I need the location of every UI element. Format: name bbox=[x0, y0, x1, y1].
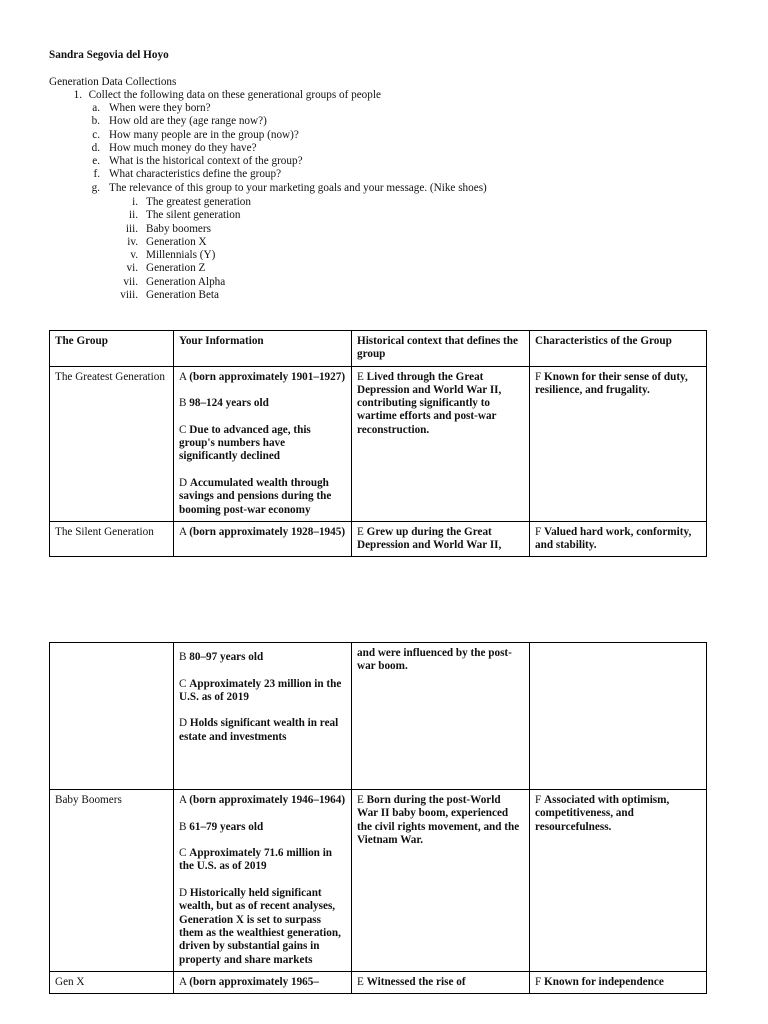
header-info: Your Information bbox=[174, 331, 352, 367]
table-row-silent-generation bbox=[50, 521, 707, 557]
header-context: Historical context that defines the group bbox=[352, 331, 530, 367]
generation-list bbox=[49, 196, 251, 302]
generation-table-part-1 bbox=[49, 330, 707, 557]
info-cell: A (born approximately 1965– bbox=[174, 971, 352, 993]
sub-question-marker: g. bbox=[91, 181, 100, 194]
table-header-row bbox=[50, 331, 707, 367]
sub-question-marker: b. bbox=[91, 115, 100, 128]
group-name-cell: Baby Boomers bbox=[50, 790, 174, 972]
generation-name: Millennials (Y) bbox=[146, 249, 216, 262]
group-name-cell: The Silent Generation bbox=[50, 521, 174, 557]
context-cell: E Grew up during the Great Depression and World War II, bbox=[352, 521, 530, 557]
question-text: Collect the following data on these generational groups of people bbox=[88, 89, 381, 101]
info-wealth: D Historically held significant wealth, but as of recent analyses, Generation X is set to surpass them as the wealthiest generation, driven by substantial gains in property and share markets bbox=[179, 887, 341, 966]
generation-name: Generation Beta bbox=[146, 289, 219, 302]
generation-name: Generation Alpha bbox=[146, 275, 226, 288]
sub-question-marker: f. bbox=[93, 168, 100, 181]
sub-question bbox=[49, 142, 487, 155]
characteristics-cell: F Known for their sense of duty, resilience, and frugality. bbox=[530, 366, 707, 521]
info-age: B 98–124 years old bbox=[179, 397, 269, 410]
generation-list-item bbox=[49, 262, 251, 275]
sub-question-text: How many people are in the group (now)? bbox=[109, 128, 299, 141]
info-cell bbox=[174, 790, 352, 972]
sub-question bbox=[49, 155, 487, 168]
context-cell: and were influenced by the post-war boom. bbox=[352, 643, 530, 790]
roman-marker: vii. bbox=[123, 275, 138, 288]
roman-marker: vi. bbox=[126, 262, 138, 275]
characteristics-cell: F Valued hard work, conformity, and stability. bbox=[530, 521, 707, 557]
sub-question-text: How old are they (age range now?) bbox=[109, 115, 267, 128]
info-cell bbox=[174, 366, 352, 521]
header-characteristics: Characteristics of the Group bbox=[530, 331, 707, 367]
info-age: B 80–97 years old bbox=[179, 651, 264, 663]
table-row-gen-x bbox=[50, 971, 707, 993]
table-row-silent-generation-continued bbox=[50, 643, 707, 790]
roman-marker: i. bbox=[132, 196, 138, 208]
group-name-cell: The Greatest Generation bbox=[50, 366, 174, 521]
generation-table-part-2 bbox=[49, 642, 707, 994]
group-name-cell: Gen X bbox=[50, 971, 174, 993]
table-row-baby-boomers bbox=[50, 790, 707, 972]
table-row-greatest-generation bbox=[50, 366, 707, 521]
sub-question-text: The relevance of this group to your marketing goals and your message. (Nike shoes) bbox=[109, 181, 487, 194]
question-1 bbox=[49, 89, 381, 102]
roman-marker: v. bbox=[130, 249, 138, 262]
group-name-cell bbox=[50, 643, 174, 790]
sub-question bbox=[49, 129, 487, 142]
context-cell: E Witnessed the rise of bbox=[352, 971, 530, 993]
generation-list-item bbox=[49, 209, 251, 222]
generation-name: Generation X bbox=[146, 235, 207, 248]
sub-question bbox=[49, 168, 487, 181]
info-wealth: D Accumulated wealth through savings and pensions during the booming post-war economy bbox=[179, 476, 332, 516]
characteristics-cell bbox=[530, 643, 707, 790]
roman-marker: iv. bbox=[127, 235, 138, 248]
generation-name: The silent generation bbox=[146, 209, 241, 222]
generation-name: The greatest generation bbox=[146, 196, 251, 208]
sub-question-text: What is the historical context of the group? bbox=[109, 155, 303, 168]
sub-question-marker: e. bbox=[92, 155, 100, 168]
info-cell bbox=[174, 643, 352, 790]
sub-question-marker: d. bbox=[91, 141, 100, 154]
generation-name: Generation Z bbox=[146, 262, 206, 275]
sub-question-text: When were they born? bbox=[109, 102, 211, 114]
characteristics-cell: F Known for independence bbox=[530, 971, 707, 993]
generation-list-item bbox=[49, 223, 251, 236]
info-population: C Due to advanced age, this group's numbers have significantly declined bbox=[179, 423, 311, 463]
generation-list-item bbox=[49, 276, 251, 289]
sub-question bbox=[49, 182, 487, 195]
roman-marker: viii. bbox=[120, 289, 138, 302]
generation-name: Baby boomers bbox=[146, 222, 211, 235]
context-cell: E Lived through the Great Depression and World War II, contributing significantly to wartime efforts and post-war reconstruction. bbox=[352, 366, 530, 521]
author-name: Sandra Segovia del Hoyo bbox=[49, 49, 169, 61]
sub-question-text: How much money do they have? bbox=[109, 141, 257, 154]
sub-question-marker: a. bbox=[92, 102, 100, 114]
generation-list-item bbox=[49, 196, 251, 209]
info-population: C Approximately 23 million in the U.S. as of 2019 bbox=[179, 677, 342, 703]
section-title: Generation Data Collections bbox=[49, 76, 177, 88]
info-cell: A (born approximately 1928–1945) bbox=[174, 521, 352, 557]
header-group: The Group bbox=[50, 331, 174, 367]
info-wealth: D Holds significant wealth in real estate and investments bbox=[179, 717, 339, 743]
generation-list-item bbox=[49, 249, 251, 262]
sub-question-list bbox=[49, 102, 487, 195]
sub-question-text: What characteristics define the group? bbox=[109, 168, 282, 181]
generation-list-item bbox=[49, 236, 251, 249]
info-age: B 61–79 years old bbox=[179, 820, 264, 833]
roman-marker: iii. bbox=[125, 222, 138, 235]
roman-marker: ii. bbox=[128, 209, 138, 222]
sub-question-marker: c. bbox=[92, 128, 100, 141]
info-born: A (born approximately 1901–1927) bbox=[179, 370, 346, 383]
question-number: 1. bbox=[73, 89, 82, 101]
context-cell: E Born during the post-World War II baby boom, experienced the civil rights movement, and the Vietnam War. bbox=[352, 790, 530, 972]
info-population: C Approximately 71.6 million in the U.S. as of 2019 bbox=[179, 847, 333, 873]
characteristics-cell: F Associated with optimism, competitiveness, and resourcefulness. bbox=[530, 790, 707, 972]
sub-question bbox=[49, 102, 487, 115]
sub-question bbox=[49, 115, 487, 128]
generation-list-item bbox=[49, 289, 251, 302]
info-born: A (born approximately 1946–1964) bbox=[179, 794, 346, 806]
